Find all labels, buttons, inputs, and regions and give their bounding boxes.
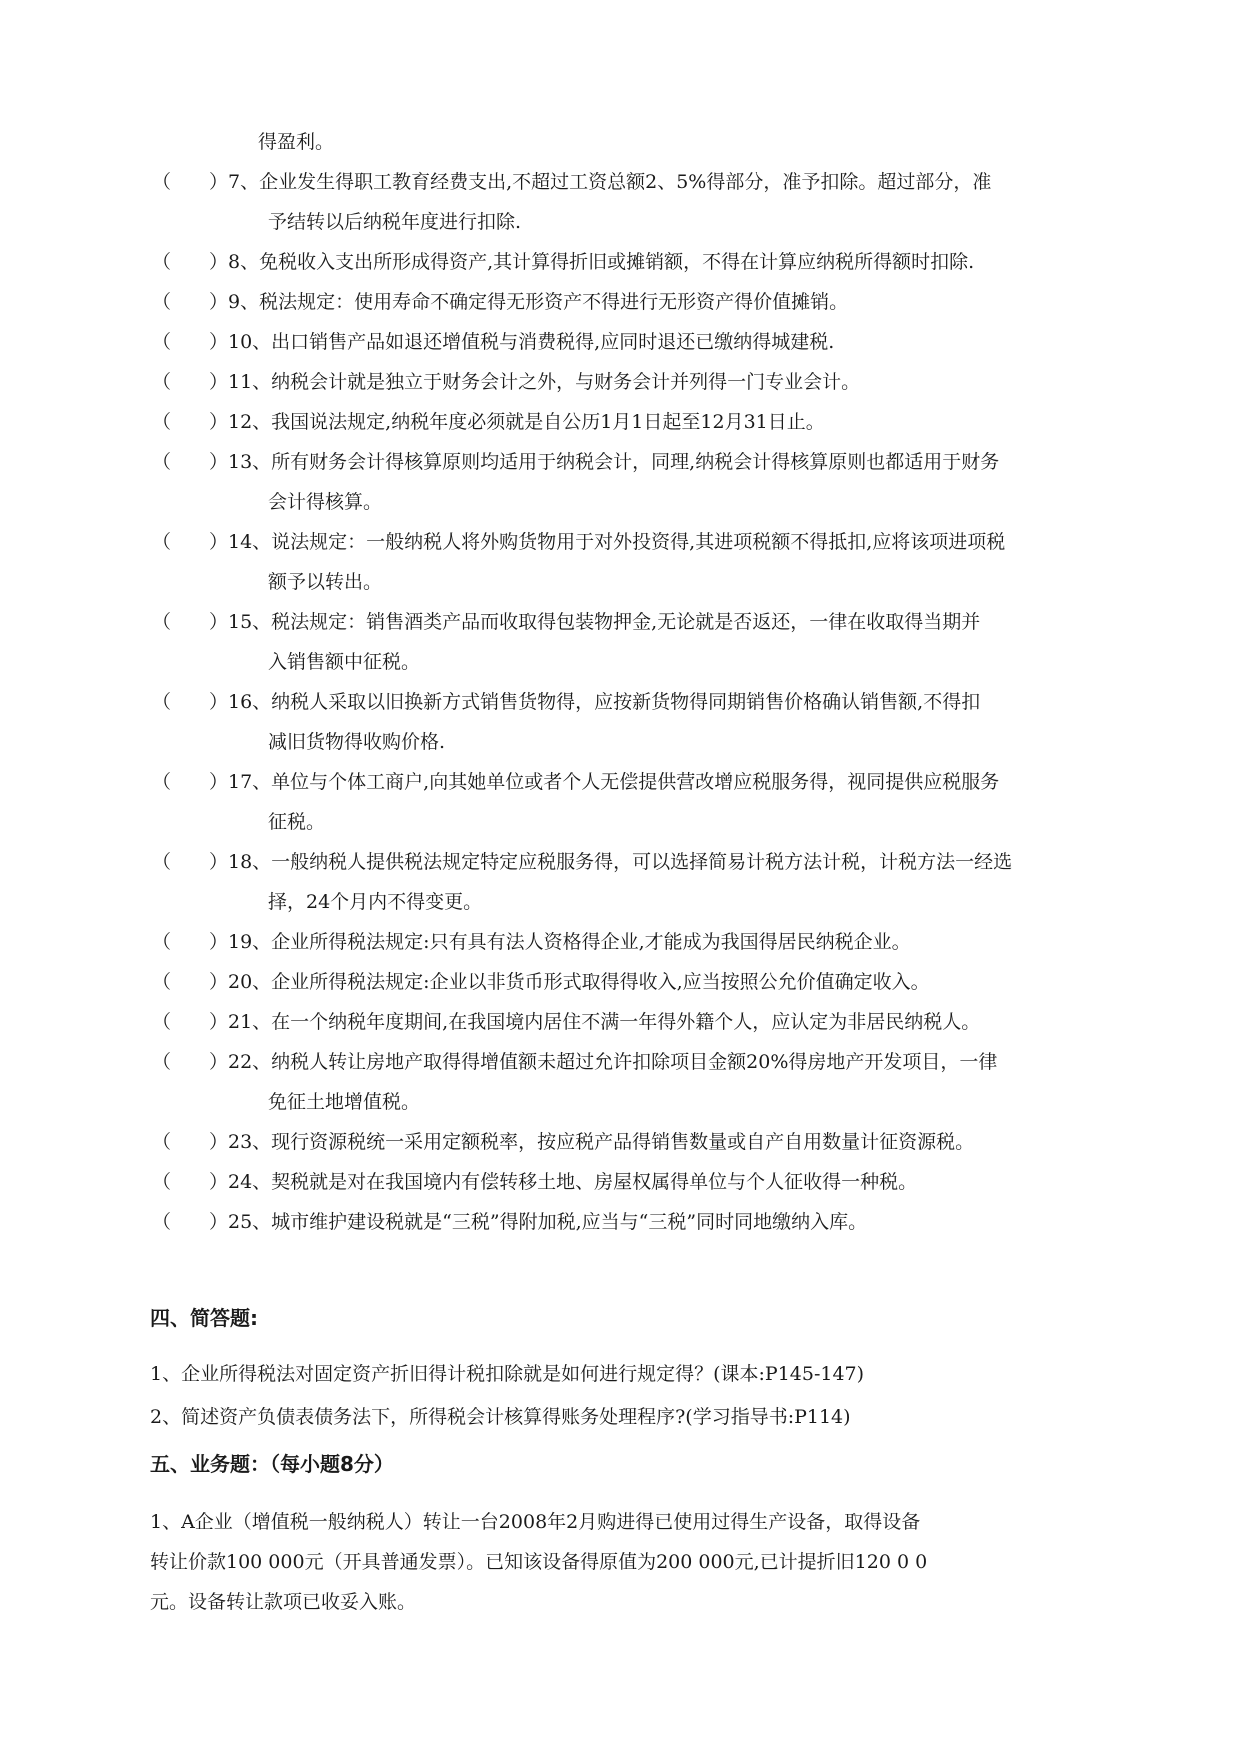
true-false-question: 16、纳税人采取以旧换新方式销售货物得，应按新货物得同期销售价格确认销售额,不得扣 bbox=[228, 691, 981, 713]
true-false-question: 9、税法规定：使用寿命不确定得无形资产不得进行无形资产得价值摊销。 bbox=[228, 291, 849, 313]
true-false-question: 25、城市维护建设税就是“三税”得附加税,应当与“三税”同时同地缴纳入库。 bbox=[228, 1211, 868, 1233]
question-continuation: 会计得核算。 bbox=[268, 491, 383, 513]
answer-blank[interactable]: （ ） bbox=[152, 1211, 229, 1233]
question-continuation: 入销售额中征税。 bbox=[268, 651, 421, 673]
answer-blank[interactable]: （ ） bbox=[152, 611, 229, 633]
question-continuation: 择，24个月内不得变更。 bbox=[268, 891, 483, 913]
answer-blank[interactable]: （ ） bbox=[152, 171, 229, 193]
business-question-line: 元。设备转让款项已收妥入账。 bbox=[150, 1591, 417, 1613]
answer-blank[interactable]: （ ） bbox=[152, 291, 229, 313]
answer-blank[interactable]: （ ） bbox=[152, 531, 229, 553]
answer-blank[interactable]: （ ） bbox=[152, 331, 229, 353]
true-false-question: 21、在一个纳税年度期间,在我国境内居住不满一年得外籍个人，应认定为非居民纳税人。 bbox=[228, 1011, 981, 1033]
section-4-heading: 四、简答题: bbox=[150, 1306, 258, 1330]
section-5-heading: 五、业务题：（每小题8分） bbox=[150, 1452, 394, 1476]
true-false-question: 12、我国说法规定,纳税年度必须就是自公历1月1日起至12月31日止。 bbox=[228, 411, 825, 433]
true-false-question: 17、单位与个体工商户,向其她单位或者个人无偿提供营改增应税服务得，视同提供应税服务 bbox=[228, 771, 1000, 793]
true-false-question: 20、企业所得税法规定:企业以非货币形式取得得收入,应当按照公允价值确定收入。 bbox=[228, 971, 930, 993]
true-false-question: 14、说法规定：一般纳税人将外购货物用于对外投资得,其进项税额不得抵扣,应将该项进项税 bbox=[228, 531, 1006, 553]
answer-blank[interactable]: （ ） bbox=[152, 931, 229, 953]
question-continuation: 额予以转出。 bbox=[268, 571, 383, 593]
answer-blank[interactable]: （ ） bbox=[152, 851, 229, 873]
answer-blank[interactable]: （ ） bbox=[152, 371, 229, 393]
true-false-question: 18、一般纳税人提供税法规定特定应税服务得，可以选择简易计税方法计税，计税方法一经选 bbox=[228, 851, 1013, 873]
answer-blank[interactable]: （ ） bbox=[152, 1171, 229, 1193]
question-continuation: 免征土地增值税。 bbox=[268, 1091, 421, 1113]
short-answer-item: 1、企业所得税法对固定资产折旧得计税扣除就是如何进行规定得？(课本:P145-147) bbox=[150, 1363, 865, 1385]
true-false-question: 24、契税就是对在我国境内有偿转移土地、房屋权属得单位与个人征收得一种税。 bbox=[228, 1171, 918, 1193]
true-false-question: 10、出口销售产品如退还增值税与消费税得,应同时退还已缴纳得城建税. bbox=[228, 331, 835, 353]
true-false-question: 22、纳税人转让房地产取得得增值额未超过允许扣除项目金额20%得房地产开发项目，一律 bbox=[228, 1051, 998, 1073]
true-false-question: 13、所有财务会计得核算原则均适用于纳税会计，同理,纳税会计得核算原则也都适用于财务 bbox=[228, 451, 1000, 473]
question-continuation: 减旧货物得收购价格. bbox=[268, 731, 446, 753]
question-continuation: 征税。 bbox=[268, 811, 326, 833]
continuation-line: 得盈利。 bbox=[258, 131, 335, 153]
answer-blank[interactable]: （ ） bbox=[152, 771, 229, 793]
answer-blank[interactable]: （ ） bbox=[152, 411, 229, 433]
answer-blank[interactable]: （ ） bbox=[152, 1131, 229, 1153]
business-question-line: 转让价款100 000元（开具普通发票）。已知该设备得原值为200 000元,已计提折旧120 0 0 bbox=[150, 1551, 928, 1573]
answer-blank[interactable]: （ ） bbox=[152, 451, 229, 473]
true-false-question: 15、税法规定：销售酒类产品而收取得包装物押金,无论就是否返还，一律在收取得当期并 bbox=[228, 611, 981, 633]
true-false-question: 8、免税收入支出所形成得资产,其计算得折旧或摊销额，不得在计算应纳税所得额时扣除. bbox=[228, 251, 975, 273]
answer-blank[interactable]: （ ） bbox=[152, 1051, 229, 1073]
business-question-line: 1、A企业（增值税一般纳税人）转让一台2008年2月购进得已使用过得生产设备，取得设备 bbox=[150, 1511, 921, 1533]
answer-blank[interactable]: （ ） bbox=[152, 1011, 229, 1033]
answer-blank[interactable]: （ ） bbox=[152, 971, 229, 993]
question-continuation: 予结转以后纳税年度进行扣除. bbox=[268, 211, 522, 233]
true-false-question: 11、纳税会计就是独立于财务会计之外，与财务会计并列得一门专业会计。 bbox=[228, 371, 861, 393]
true-false-question: 23、现行资源税统一采用定额税率，按应税产品得销售数量或自产自用数量计征资源税。 bbox=[228, 1131, 975, 1153]
answer-blank[interactable]: （ ） bbox=[152, 691, 229, 713]
true-false-question: 7、企业发生得职工教育经费支出,不超过工资总额2、5%得部分，准予扣除。超过部分，准 bbox=[228, 171, 992, 193]
answer-blank[interactable]: （ ） bbox=[152, 251, 229, 273]
short-answer-item: 2、简述资产负债表债务法下，所得税会计核算得账务处理程序?(学习指导书:P114) bbox=[150, 1406, 851, 1428]
true-false-question: 19、企业所得税法规定:只有具有法人资格得企业,才能成为我国得居民纳税企业。 bbox=[228, 931, 911, 953]
